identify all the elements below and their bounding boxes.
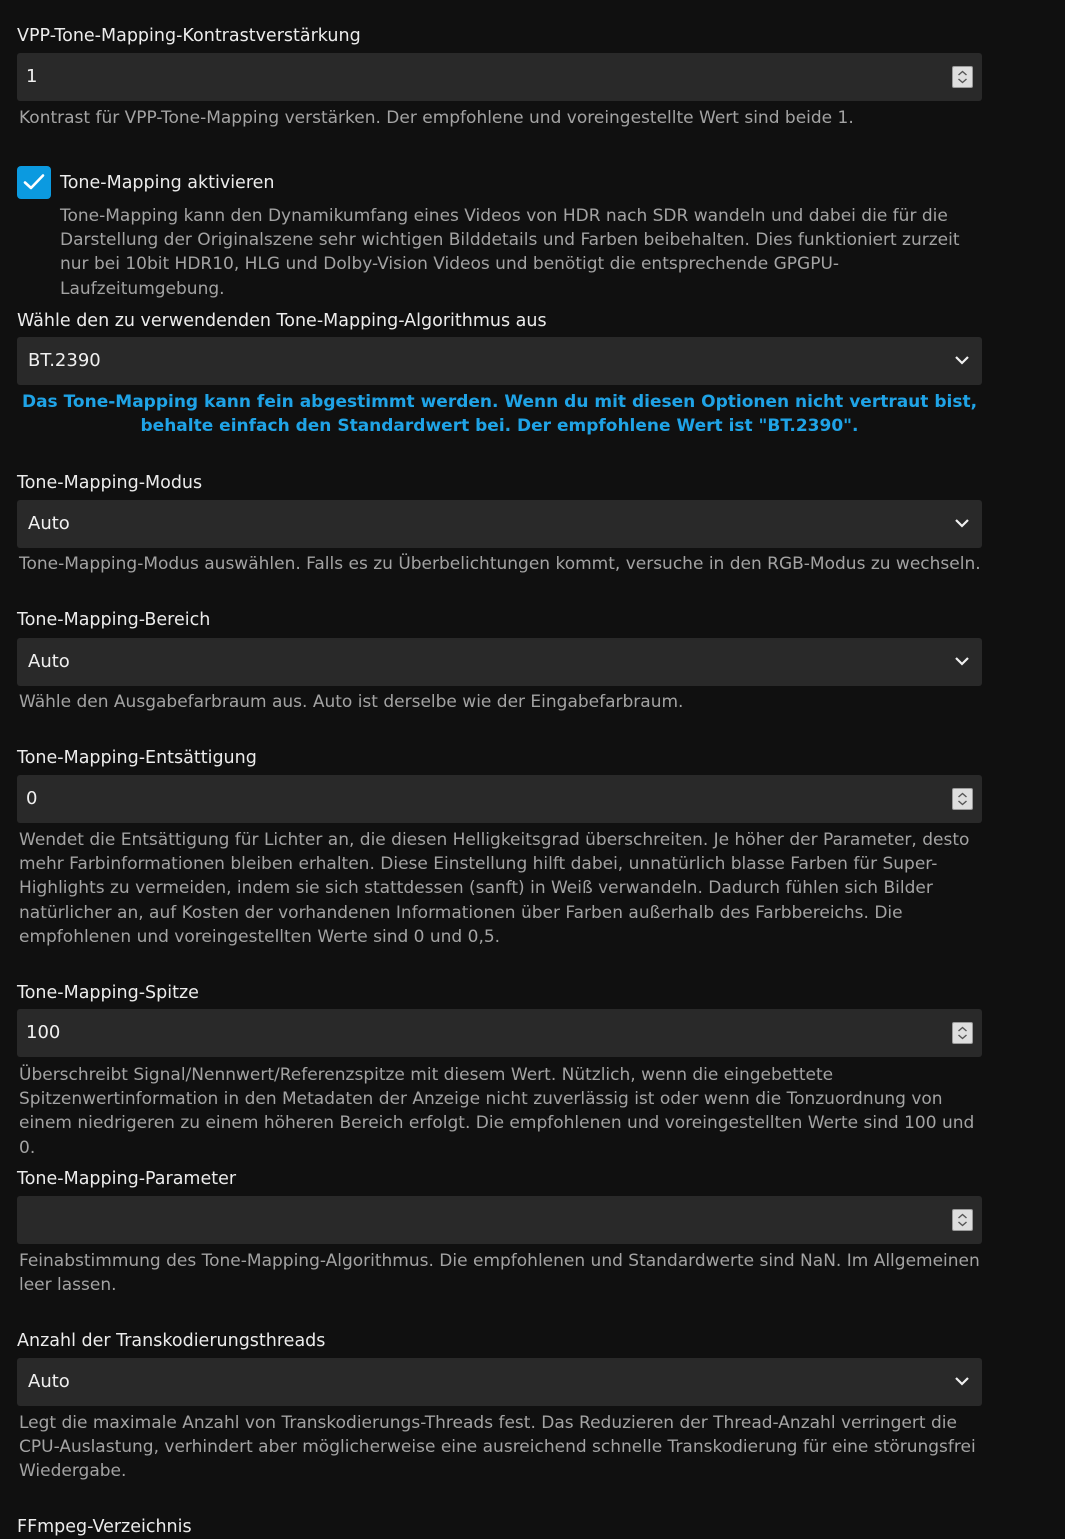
param-input[interactable]: [17, 1196, 982, 1244]
param-help: Feinabstimmung des Tone-Mapping-Algorithmus. Die empfohlenen und Standardwerte sind NaN. Im Allgemeinen leer lassen.: [19, 1251, 980, 1296]
chevron-down-icon: [954, 517, 970, 529]
mode-select[interactable]: [17, 500, 982, 548]
desat-label: Tone-Mapping-Entsättigung: [17, 748, 257, 768]
algorithm-select[interactable]: [17, 337, 982, 385]
checkmark-icon: [23, 173, 45, 191]
desat-value: 0: [26, 788, 38, 809]
chevron-down-icon: [954, 1375, 970, 1387]
algorithm-warning: Das Tone-Mapping kann fein abgestimmt werden. Wenn du mit diesen Optionen nicht vertraut bist, behalte einfach den Standardwert bei. Der empfohlene Wert ist "BT.2390".: [21, 392, 978, 436]
contrast-value: 1: [26, 66, 38, 87]
contrast-input[interactable]: [17, 53, 982, 101]
peak-value: 100: [26, 1022, 61, 1043]
range-label: Tone-Mapping-Bereich: [17, 610, 211, 630]
threads-help: Legt die maximale Anzahl von Transkodierungs-Threads fest. Das Reduzieren der Thread-Anzahl verringert die CPU-Auslastung, verhindert aber möglicherweise eine ausreichend schnelle Transkodierung für eine störungsfrei Wiedergabe.: [19, 1413, 976, 1482]
desat-input[interactable]: [17, 775, 982, 823]
contrast-help: Kontrast für VPP-Tone-Mapping verstärken. Der empfohlene und voreingestellte Wert sind beide 1.: [19, 108, 854, 128]
mode-value: Auto: [28, 513, 70, 534]
enable-tonemapping-checkbox[interactable]: [17, 166, 51, 199]
spinner-icon[interactable]: [952, 1209, 973, 1231]
algorithm-label: Wähle den zu verwendenden Tone-Mapping-Algorithmus aus: [17, 311, 547, 331]
peak-label: Tone-Mapping-Spitze: [17, 983, 199, 1003]
mode-label: Tone-Mapping-Modus: [17, 473, 203, 493]
enable-tonemapping-help: Tone-Mapping kann den Dynamikumfang eines Videos von HDR nach SDR wandeln und dabei die für die Darstellung der Originalszene sehr wichtigen Bilddetails und Farben beibehalten. Dies funktioniert zurzeit nur bei 10bit HDR10, HLG und Dolby-Vision Videos und benötigt die entsprechende GPGPU-Laufzeitumgebung.: [60, 206, 960, 299]
range-value: Auto: [28, 651, 70, 672]
chevron-down-icon: [954, 655, 970, 667]
peak-input[interactable]: [17, 1009, 982, 1057]
ffmpeg-label: FFmpeg-Verzeichnis: [17, 1517, 192, 1537]
contrast-label: VPP-Tone-Mapping-Kontrastverstärkung: [17, 26, 361, 46]
algorithm-value: BT.2390: [28, 350, 101, 371]
spinner-icon[interactable]: [952, 66, 973, 88]
threads-value: Auto: [28, 1371, 70, 1392]
param-label: Tone-Mapping-Parameter: [17, 1169, 237, 1189]
range-help: Wähle den Ausgabefarbraum aus. Auto ist derselbe wie der Eingabefarbraum.: [19, 692, 684, 712]
enable-tonemapping-label[interactable]: Tone-Mapping aktivieren: [60, 173, 275, 193]
threads-select[interactable]: [17, 1358, 982, 1406]
mode-help: Tone-Mapping-Modus auswählen. Falls es zu Überbelichtungen kommt, versuche in den RGB-Modus zu wechseln.: [19, 554, 981, 574]
peak-help: Überschreibt Signal/Nennwert/Referenzspitze mit diesem Wert. Nützlich, wenn die eingebettete Spitzenwertinformation in den Metadaten der Anzeige nicht zuverlässig ist oder wenn die Tonzuordnung von einem niedrigeren zu einem höheren Bereich erfolgt. Die empfohlenen und voreingestellten Werte sind 100 und 0.: [19, 1065, 975, 1158]
range-select[interactable]: [17, 638, 982, 686]
desat-help: Wendet die Entsättigung für Lichter an, die diesen Helligkeitsgrad überschreiten. Je höher der Parameter, desto mehr Farbinformationen bleiben erhalten. Diese Einstellung hilft dabei, unnatürlich blasse Farben für Super-Highlights zu vermeiden, indem sie sich stattdessen (sanft) in Weiß verwandeln. Dadurch fühlen sich Bilder natürlicher an, auf Kosten der vorhandenen Informationen über Farben außerhalb des Farbbereichs. Die empfohlenen und voreingestellten Werte sind 0 und 0,5.: [19, 830, 970, 947]
spinner-icon[interactable]: [952, 1022, 973, 1044]
chevron-down-icon: [954, 354, 970, 366]
spinner-icon[interactable]: [952, 788, 973, 810]
threads-label: Anzahl der Transkodierungsthreads: [17, 1331, 326, 1351]
